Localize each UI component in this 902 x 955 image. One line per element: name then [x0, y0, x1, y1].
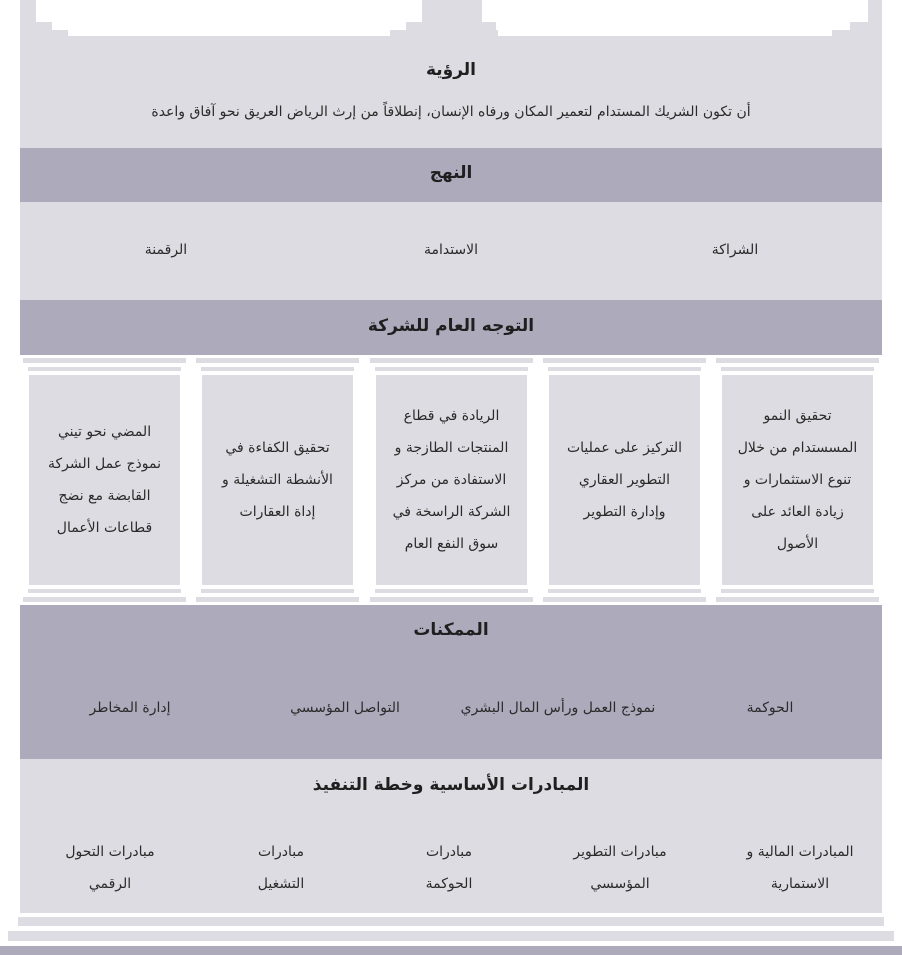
pillar-3-line: المنتجات الطازجة و [394, 440, 509, 456]
pillar-2-line: التطوير العقاري [578, 472, 671, 488]
pillar-4-text [202, 375, 353, 585]
pillar-3-line: سوق النفع العام [404, 536, 499, 552]
pillar-4-cap-top [196, 358, 359, 363]
initiative-5-line: الرقمي [88, 876, 132, 892]
pillar-1-line: تنوع الاستثمارات و [743, 472, 852, 488]
pillar-4-cap-top2 [201, 367, 354, 371]
initiative-1-line: الاستمارية [770, 876, 830, 892]
pillar-5-line: المضي نحو تيني [57, 424, 152, 440]
pillar-1-cap-bottom [721, 589, 874, 593]
pillar-3-cap-top2 [375, 367, 528, 371]
pillar-1-cap-top2 [721, 367, 874, 371]
direction-title: التوجه العام للشركة [367, 316, 535, 336]
pillar-2-line: وإدارة التطوير [583, 504, 666, 520]
initiative-5-line: مبادرات التحول [65, 844, 155, 860]
pillar-4-line: الأنشطة التشغيلة و [222, 472, 333, 488]
pillar-1-line: المسستدام من خلال [737, 440, 858, 456]
pillar-2-cap-bottom [548, 589, 701, 593]
initiative-2 [530, 836, 710, 900]
pillar-3-cap-bottom [375, 589, 528, 593]
initiative-5 [20, 836, 200, 900]
pillar-4-cap-bottom [201, 589, 354, 593]
pillar-3-cap-bottom2 [370, 597, 533, 602]
enabler-communication: التواصل المؤسسي [290, 700, 400, 716]
pillar-5-cap-bottom2 [23, 597, 186, 602]
pillar-2-cap-bottom2 [543, 597, 706, 602]
initiative-2-line: المؤسسي [590, 876, 650, 892]
pillar-3-text [376, 375, 527, 585]
base-step-2 [8, 931, 894, 941]
approach-item-digitization: الرقمنة [144, 242, 188, 258]
vision-title: الرؤية [425, 60, 477, 80]
pillar-5-cap-top2 [28, 367, 181, 371]
roof-notch-left-step2 [68, 0, 390, 36]
initiative-3 [359, 836, 539, 900]
initiative-1-line: المبادرات المالية و [746, 844, 854, 860]
pillar-5-text [29, 375, 180, 585]
approach-title: النهج [429, 163, 473, 183]
pillar-1-cap-top [716, 358, 879, 363]
pillar-2-line: التركيز على عمليات [566, 440, 683, 456]
pillar-5-line: القابضة مع نضج [58, 488, 151, 504]
pillar-4-line: إداة العقارات [239, 504, 316, 520]
initiative-3-line: الحوكمة [425, 876, 473, 892]
initiatives-title: المبادرات الأساسية وخطة التنفيذ [312, 775, 590, 795]
pillar-5-cap-bottom [28, 589, 181, 593]
pillar-2-cap-top [543, 358, 706, 363]
enablers-title: الممكنات [413, 620, 489, 640]
pillar-3-cap-top [370, 358, 533, 363]
pillar-5-line: قطاعات الأعمال [56, 520, 153, 536]
approach-item-partnership: الشراكة [711, 242, 759, 258]
enabler-governance: الحوكمة [746, 700, 794, 716]
base-step-3 [0, 946, 902, 955]
pillar-3-line: الريادة في قطاع [403, 408, 500, 424]
initiative-4-line: التشغيل [257, 876, 305, 892]
initiative-3-line: مبادرات [425, 844, 473, 860]
pillar-1-line: زيادة العائد على [751, 504, 844, 520]
pillar-4-cap-bottom2 [196, 597, 359, 602]
enabler-business-model: نموذج العمل ورأس المال البشري [460, 700, 656, 716]
base-step-1 [18, 917, 884, 926]
pillar-1-cap-bottom2 [716, 597, 879, 602]
initiative-1 [710, 836, 890, 900]
approach-item-sustainability: الاستدامة [423, 242, 479, 258]
initiative-4 [191, 836, 371, 900]
enabler-risk-management: إدارة المخاطر [89, 700, 171, 716]
initiative-2-line: مبادرات التطوير [573, 844, 667, 860]
pillar-3-line: الاستفادة من مركز [396, 472, 507, 488]
pillar-2-text [549, 375, 700, 585]
pillar-4-line: تحقيق الكفاءة في [225, 440, 330, 456]
pillar-1-line: الأصول [776, 536, 819, 552]
pillar-3-line: الشركة الراسخة في [392, 504, 511, 520]
vision-text: أن تكون الشريك المستدام لتعمير المكان ورفاه الإنسان، إنطلاقاً من إرث الرياض العريق نحو آفاق واعدة [151, 104, 751, 120]
pillar-2-cap-top2 [548, 367, 701, 371]
pillar-1-line: تحقيق النمو [763, 408, 832, 424]
pillar-5-cap-top [23, 358, 186, 363]
pillar-5-line: نموذج عمل الشركة [48, 456, 161, 472]
pillar-1-text [722, 375, 873, 585]
initiative-4-line: مبادرات [257, 844, 305, 860]
roof-notch-right-step2 [498, 0, 832, 36]
